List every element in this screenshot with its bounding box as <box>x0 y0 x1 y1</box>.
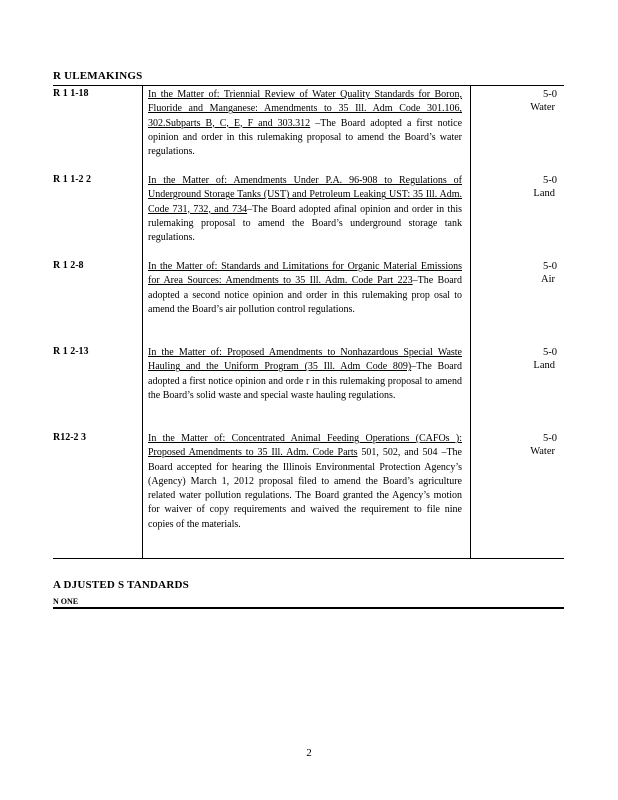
adjusted-standards-heading: A DJUSTED S TANDARDS <box>53 579 189 591</box>
rulemaking-text: –The Board adopted a first notice opinion and order in this rulemaking proposal to amend the Board’s water regulations. <box>148 117 463 158</box>
category: Water <box>530 102 555 113</box>
rulemaking-text: –The Board adopted afinal opinion and order in this rulemaking proposal to amend the Board’s underground storage tank regulations. <box>148 203 462 244</box>
docket-number: R 1 2-13 <box>53 346 89 357</box>
docket-number: R12-2 3 <box>53 432 87 443</box>
rulemaking-title: In the Matter of: Proposed Amendments to Nonhazardous Special Waste Hauling and the Uniform Program (35 Ill. Adm Code 809) <box>148 347 462 373</box>
rulemaking-row <box>53 88 564 168</box>
category: Air <box>541 274 555 285</box>
rulemaking-title: In the Matter of: Amendments Under P.A. 96-908 to Regulations of Underground Storage Tanks (UST) and Petroleum Leaking UST: 35 Ill. Adm. Code 731, 732, and 734 <box>148 175 462 215</box>
vote-count: 5-0 <box>543 175 557 186</box>
rulemaking-title: In the Matter of: Triennial Review of Water Quality Standards for Boron, Fluoride and Manganese: Amendments to 35 Ill. Adm Code 301.106, 302.Subparts B, C, E, F and 303.312 <box>148 89 462 129</box>
vote-count: 5-0 <box>543 433 557 444</box>
rulemaking-row <box>53 432 564 556</box>
docket-number: R 1 1-18 <box>53 88 89 99</box>
rulemaking-description <box>148 174 462 245</box>
category: Land <box>533 360 555 371</box>
adjusted-standards-value: N ONE <box>53 597 79 606</box>
category: Water <box>530 446 555 457</box>
rulemakings-heading: R ULEMAKINGS <box>53 70 143 82</box>
vote-count: 5-0 <box>543 261 557 272</box>
vote-count: 5-0 <box>543 89 557 100</box>
rulemaking-text: –The Board adopted a first notice opinion and orde r in this rulemaking proposal to amend the Board’s solid waste and special waste hauling regulations. <box>148 361 462 401</box>
rulemaking-description <box>148 260 462 317</box>
page-number: 2 <box>306 747 312 759</box>
top-rule <box>53 85 564 86</box>
rulemaking-title: In the Matter of: Concentrated Animal Feeding Operations (CAFOs ): Proposed Amendments to 35 Ill. Adm. Code Parts <box>148 433 462 459</box>
docket-number: R 1 1-2 2 <box>53 174 92 185</box>
rulemaking-row <box>53 260 564 340</box>
rulemaking-row <box>53 346 564 426</box>
category: Land <box>533 188 555 199</box>
rulemaking-text: 501, 502, and 504 –The Board accepted for hearing the Illinois Environmental Protection Agency’s (Agency) March 1, 2012 proposal filed to amend the Board’s agriculture related water pollution regulations. The Board granted the Agency’s motion for waiver of copy requirements and waived the requirement to file nine copies of the materials. <box>148 447 462 530</box>
rulemaking-description <box>148 88 462 159</box>
section-bottom-rule <box>53 607 564 609</box>
rulemaking-description <box>148 346 462 403</box>
vote-count: 5-0 <box>543 347 557 358</box>
rulemaking-text: –The Board adopted a second notice opinion and order in this rulemaking prop osal to amend the Board’s air pollution control regulations. <box>148 275 462 315</box>
docket-number: R 1 2-8 <box>53 260 84 271</box>
rulemaking-description <box>148 432 462 532</box>
rulemaking-title: In the Matter of: Standards and Limitations for Organic Material Emissions for Area Sources: Amendments to 35 Ill. Adm. Code Part 223 <box>148 261 462 287</box>
table-bottom-rule <box>53 558 564 559</box>
rulemaking-row <box>53 174 564 254</box>
